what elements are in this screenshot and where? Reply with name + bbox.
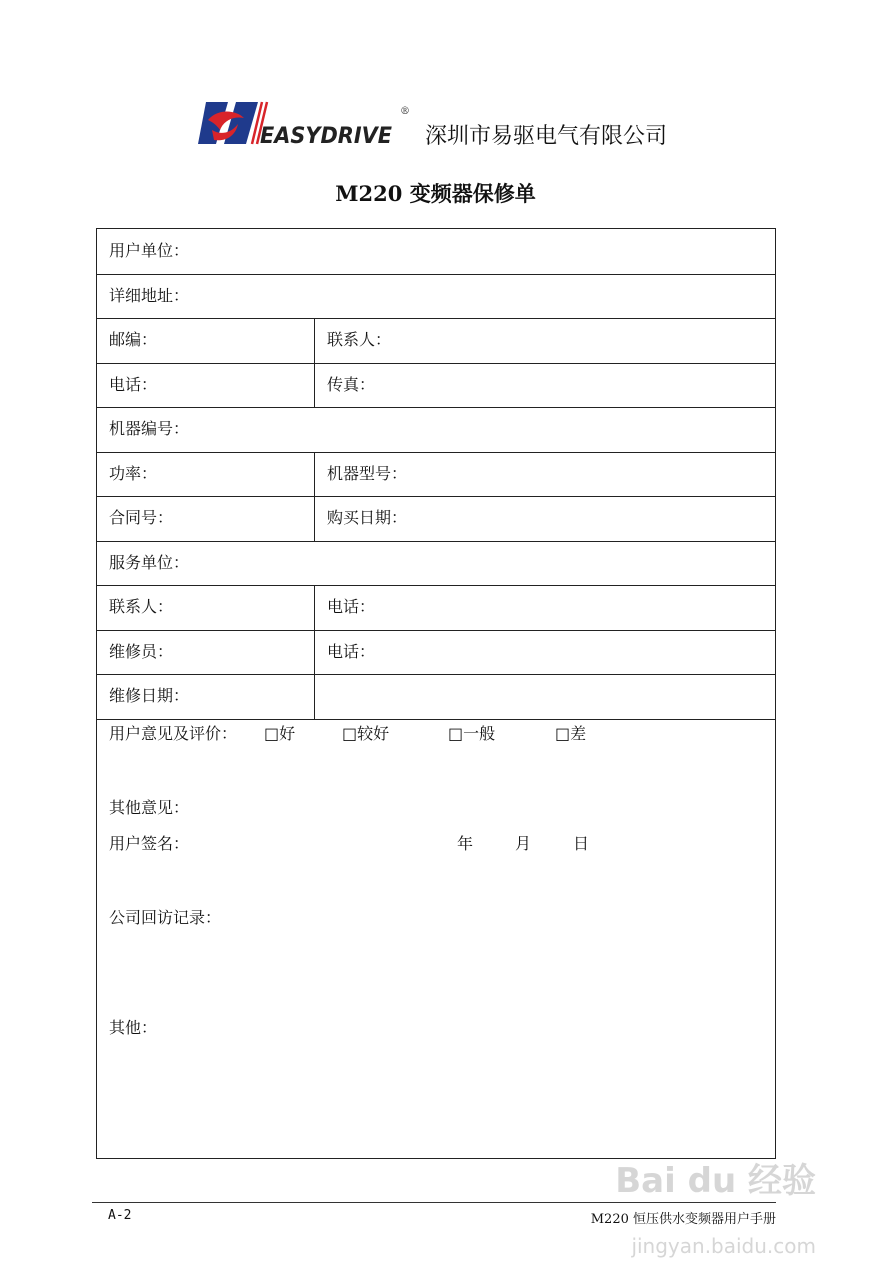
form-row (97, 318, 775, 364)
page-number: A-2 (108, 1208, 132, 1223)
field-label[interactable]: 传真： (314, 363, 775, 408)
field-label[interactable]: 维修日期： (109, 686, 190, 705)
field-label[interactable]: 机器型号： (314, 452, 775, 497)
callback-record-label: 公司回访记录： (109, 908, 222, 927)
field-label[interactable]: 服务单位： (109, 552, 190, 572)
field-label[interactable]: 购买日期： (314, 496, 775, 541)
field-label[interactable] (314, 674, 775, 719)
field-label[interactable]: 合同号： (109, 508, 174, 527)
rating-option-average[interactable]: □一般 (448, 724, 496, 743)
signature-label: 用户签名： (109, 834, 190, 853)
field-label[interactable]: 维修员： (109, 641, 174, 661)
year-label: 年 (457, 834, 474, 853)
form-row (97, 452, 775, 498)
baidu-watermark-logo: Bai du 经验 (615, 1161, 816, 1201)
other-label: 其他： (109, 1018, 158, 1037)
company-name: 深圳市易驱电气有限公司 (425, 124, 668, 149)
field-label[interactable]: 功率： (109, 463, 158, 483)
field-label[interactable]: 用户单位： (109, 241, 190, 260)
field-label[interactable]: 联系人： (109, 597, 174, 616)
rating-option-fairly-good[interactable]: □较好 (342, 724, 390, 743)
field-label[interactable]: 电话： (314, 585, 775, 630)
form-row (97, 585, 775, 631)
day-label: 日 (573, 834, 590, 853)
form-row (97, 674, 775, 720)
field-label[interactable]: 机器编号： (109, 419, 190, 438)
svg-text:EASYDRIVE: EASYDRIVE (260, 124, 392, 146)
month-label: 月 (515, 834, 532, 853)
rating-option-poor[interactable]: □差 (555, 724, 587, 743)
form-title: M220 变频器保修单 (335, 181, 536, 206)
form-row (97, 274, 775, 320)
footer-divider (92, 1202, 776, 1203)
field-label[interactable]: 详细地址： (109, 285, 190, 305)
field-label[interactable]: 电话： (109, 374, 158, 394)
field-label[interactable]: 电话： (314, 630, 775, 675)
easydrive-logo (198, 100, 418, 146)
field-label[interactable]: 邮编： (109, 330, 158, 349)
baidu-watermark-url: jingyan.baidu.com (631, 1234, 816, 1258)
manual-title: M220 恒压供水变频器用户手册 (590, 1212, 776, 1227)
field-label[interactable]: 联系人： (314, 318, 775, 363)
form-row (97, 407, 775, 453)
warranty-form (96, 228, 776, 1159)
form-row (97, 496, 775, 542)
form-row (97, 363, 775, 409)
rating-option-good[interactable]: □好 (264, 724, 296, 743)
form-row (97, 541, 775, 587)
other-opinion-label: 其他意见： (109, 798, 190, 817)
form-row (97, 229, 775, 275)
form-row (97, 630, 775, 676)
rating-label: 用户意见及评价： (109, 724, 238, 743)
svg-text:®: ® (400, 106, 410, 117)
